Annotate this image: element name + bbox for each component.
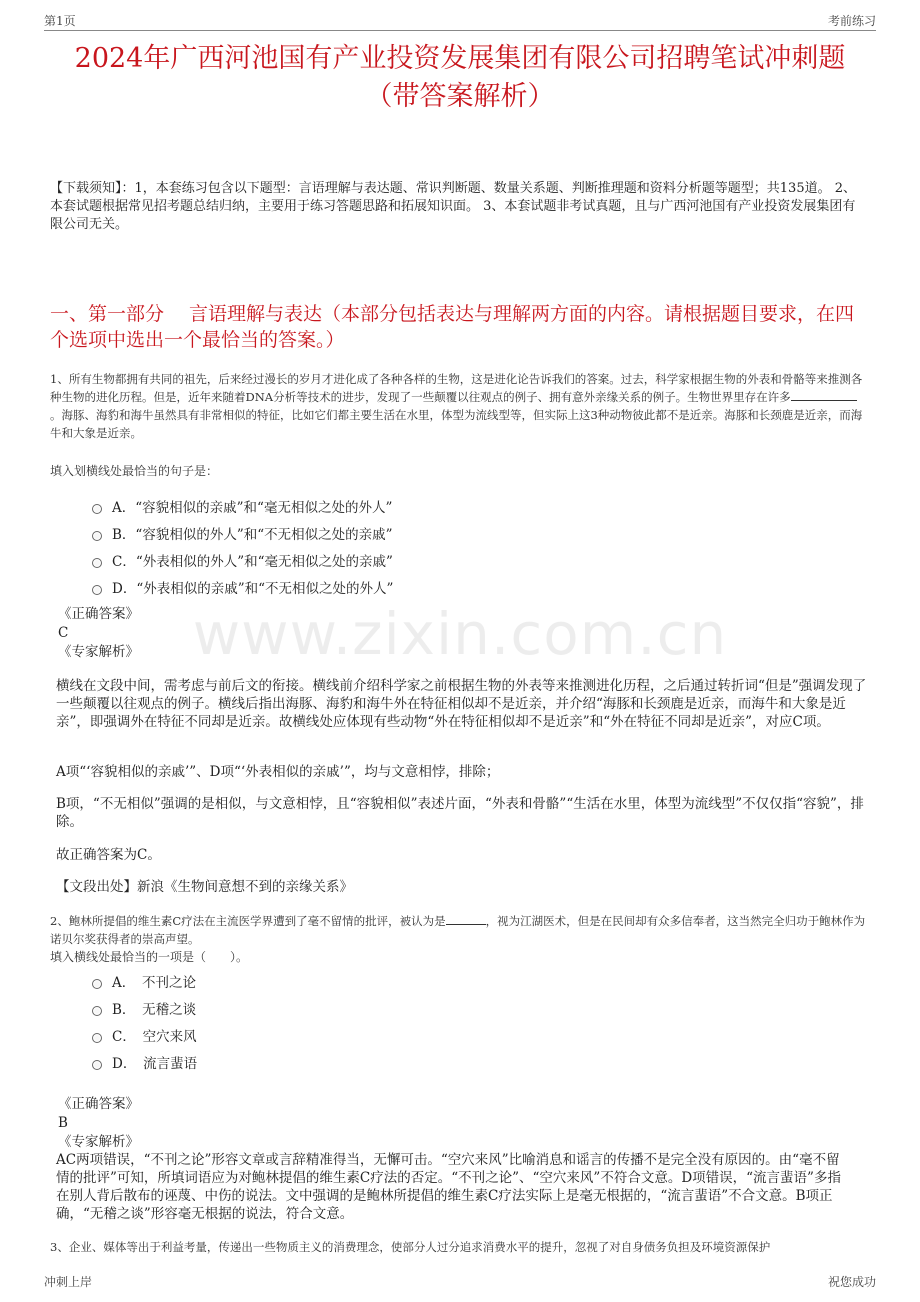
option-b[interactable] (92, 519, 393, 546)
option-a[interactable] (92, 967, 197, 994)
question-1-text-before: 1、所有生物都拥有共同的祖先，后来经过漫长的岁月才进化成了各种各样的生物，这是进化论告诉我们的答案。过去，科学家根据生物的外表和骨骼等来推测各种生物的进化历程。但是，近年来随着DNA分析等技术的进步，发现了一些颠覆以往观点的例子、拥有意外亲缘关系的例子。生物世界里存在许多 (50, 372, 863, 404)
question-2-text-after: ，视为江湖医术，但是在民间却有众多信奉者，这当然完全归功于鲍林作为诺贝尔奖获得者的崇高声望。 (50, 914, 866, 946)
section-heading: 一、第一部分 言语理解与表达（本部分包括表达与理解两方面的内容。请根据题目要求，在四个选项中选出一个最恰当的答案。） (50, 303, 855, 351)
answer-label: 《正确答案》 (58, 606, 139, 622)
radio-icon[interactable] (92, 585, 102, 595)
option-label: D． 流言蜚语 (112, 1055, 198, 1072)
analysis-paragraph: 横线在文段中间，需考虑与前后文的衔接。横线前介绍科学家之前根据生物的外表等来推测进化历程，之后通过转折词“但是”强调发现了一些颠覆以往观点的例子。横线后指出海豚、海豹和海牛外在特征相似却不是近亲，并介绍“海豚和长颈鹿是近亲，而海牛和大象是近亲”，即强调外在特征不同却是近亲。故横线处应体现有些动物“外在特征相似却不是近亲”和“外在特征不同却是近亲”，对应C项。 (56, 678, 867, 730)
analysis-label: 《专家解析》 (58, 1134, 139, 1150)
option-label: A．“容貌相似的亲戚”和“毫无相似之处的外人” (112, 499, 393, 516)
source-reference: 【文段出处】新浪《生物间意想不到的亲缘关系》 (56, 879, 353, 895)
radio-icon[interactable] (92, 504, 102, 514)
question-1-text (50, 370, 868, 442)
analysis-paragraph: B项，“不无相似”强调的是相似，与文意相悖，且“容貌相似”表述片面，“外表和骨骼”“生活在水里，体型为流线型”不仅仅指“容貌”，排除。 (56, 796, 864, 830)
page-header (44, 10, 876, 31)
analysis-paragraph: AC两项错误，“不刊之论”形容文章或言辞精准得当，无懈可击。“空穴来风”比喻消息和谣言的传播不是完全没有原因的。由“毫不留情的批评”可知，所填词语应为对鲍林提倡的维生素C疗法的否定。“不刊之论”、“空穴来风”不符合文意。D项错误，“流言蜚语”多指在别人背后散布的诬蔑、中伤的说法。文中强调的是鲍林所提倡的维生素C疗法实际上是毫无根据的，“流言蜚语”不合文意。B项正确，“无稽之谈”形容毫无根据的说法，符合文意。 (56, 1152, 841, 1222)
analysis-paragraph: 故正确答案为C。 (56, 847, 161, 863)
question-1-text-after: 。海豚、海豹和海牛虽然具有非常相似的特征，比如它们都主要生活在水里，体型为流线型等，但实际上这3种动物彼此都不是近亲。海豚和长颈鹿是近亲，而海牛和大象是近亲。 (50, 408, 863, 440)
radio-icon[interactable] (92, 1033, 102, 1043)
answer-value: B (58, 1115, 68, 1131)
header-label: 考前练习 (827, 14, 876, 28)
radio-icon[interactable] (92, 531, 102, 541)
radio-icon[interactable] (92, 1060, 102, 1070)
option-a[interactable] (92, 492, 393, 519)
footer-left: 冲刺上岸 (44, 1275, 93, 1289)
option-label: B． 无稽之谈 (112, 1001, 197, 1018)
watermark: www.zixin.com.cn (192, 600, 728, 668)
option-d[interactable] (92, 573, 393, 600)
radio-icon[interactable] (92, 1006, 102, 1016)
radio-icon[interactable] (92, 979, 102, 989)
question-1-prompt: 填入划横线处最恰当的句子是： (50, 464, 219, 478)
question-2-text-before: 2、鲍林所提倡的维生素C疗法在主流医学界遭到了毫不留情的批评，被认为是 (50, 914, 446, 928)
option-label: B．“容貌相似的外人”和“不无相似之处的亲戚” (112, 526, 393, 543)
option-c[interactable] (92, 1021, 197, 1048)
option-label: C． 空穴来风 (112, 1028, 197, 1045)
analysis-paragraph: A项“‘容貌相似的亲戚’”、D项“‘外表相似的亲戚’”，均与文意相悖，排除； (56, 764, 500, 780)
answer-label: 《正确答案》 (58, 1096, 139, 1112)
analysis-label: 《专家解析》 (58, 644, 139, 660)
question-2-text (50, 912, 868, 948)
question-2-prompt: 填入横线处最恰当的一项是（ ）。 (50, 950, 249, 964)
page-footer (44, 1270, 876, 1290)
answer-value: C (58, 625, 69, 641)
footer-right: 祝您成功 (827, 1275, 876, 1289)
document-title: 2024年广西河池国有产业投资发展集团有限公司招聘笔试冲刺题（带答案解析） (74, 43, 846, 112)
answer-blank (791, 390, 857, 401)
download-notice: 【下载须知】：1，本套练习包含以下题型：言语理解与表达题、常识判断题、数量关系题、判断推理题和资料分析题等题型；共135道。 2、本套试题根据常见招考题总结归纳，主要用于练习答题思路和拓展知识面。 3、本套试题非考试真题，且与广西河池国有产业投资发展集团有限公司无关。 (50, 181, 856, 232)
option-label: D．“外表相似的亲戚”和“不无相似之处的外人” (112, 580, 394, 597)
option-d[interactable] (92, 1048, 197, 1075)
question-2-options (92, 967, 197, 1075)
option-label: C．“外表相似的外人”和“毫无相似之处的亲戚” (112, 553, 393, 570)
question-3-text: 3、企业、媒体等出于利益考量，传递出一些物质主义的消费理念，使部分人过分追求消费水平的提升，忽视了对自身债务负担及环境资源保护 (50, 1240, 771, 1254)
option-c[interactable] (92, 546, 393, 573)
radio-icon[interactable] (92, 558, 102, 568)
option-b[interactable] (92, 994, 197, 1021)
page-number: 第1页 (44, 14, 76, 28)
option-label: A． 不刊之论 (112, 974, 196, 991)
answer-blank (446, 914, 486, 925)
question-1-options (92, 492, 393, 600)
